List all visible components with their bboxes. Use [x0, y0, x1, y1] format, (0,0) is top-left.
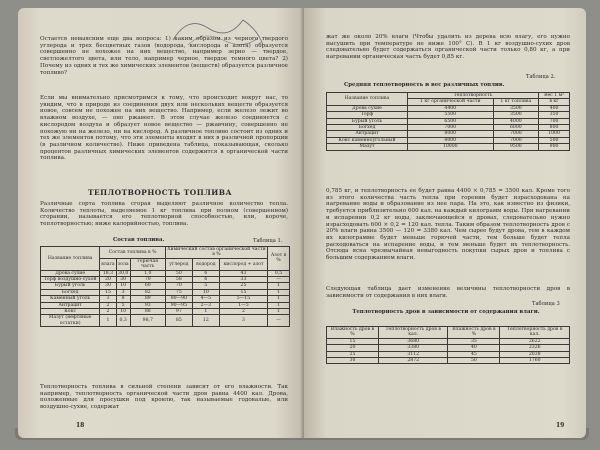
table-row: 15 3680 35 2622 [327, 338, 570, 344]
table3-header: Теплотворность дров в кал. [500, 327, 570, 339]
table1-caption: Состав топлива. [113, 237, 165, 243]
table2-subheader: 1 кг органической части [407, 99, 493, 105]
table-row: Богхед 7000 6000 800 [327, 125, 570, 131]
table1-header: Азот в % [268, 247, 290, 271]
right-page [304, 8, 586, 438]
table-row: Бурый уголь 30 10 60 70 5 25 1 [41, 283, 290, 289]
table1-subheader: горючая часть [130, 258, 165, 270]
table2-number: Таблица 2. [526, 74, 556, 80]
heading-paragraph: Различные сорта топлива сгорая выделяют различное количество тепла. Количество теплоты, выделяемое 1 кг топлива при полном (совершенном) сгорании, называется его теплотворной способностью, или, короче, теплотворностью; ниже калорийностью, топлива. [40, 201, 288, 228]
table-row: Дрова сухие 4400 3500 400 [327, 105, 570, 111]
next-paragraph: Следующая таблица дает изменение величины теплотворности дров в зависимости от содержания в них влаги. [326, 286, 570, 299]
table-row: Каменный уголь 3 8 89 80—90 4—5 5—15 1 [41, 296, 290, 302]
table1-subheader: влага [100, 258, 116, 270]
section-heading: ТЕПЛОТВОРНОСТЬ ТОПЛИВА [88, 188, 233, 197]
table2-header: Вес 1 м³ [539, 93, 570, 99]
second-paragraph: Если мы внимательно присмотримся к тому, что происходит вокруг нас, то увидим, что в природе из соединения двух или нескольких веществ образуется новое, совсем не похожее на них вещество. Например, если железо лежит во влажном воздухе, — оно ржавеет. В этом случае железо соединяется с кислородом воздуха и образует новое вещество — ржавчину, совершенно не похожую ни на железо, ни на кислород. А различное топливо состоит из одних и тех же элементов потому, что эти элементы входят в них в различной пропорции (в различном количестве). Ниже приведена таблица, показывающая, сколько процентов различных химических элементов содержится в органической части топлива. [40, 95, 288, 162]
table-row: Бурый уголь 6500 4000 700 [327, 118, 570, 124]
table1-header: Химический состав органической части в % [167, 247, 266, 258]
table3-number: Таблица 3 [532, 301, 560, 307]
table-row: Мазут (нефтяные остатки) 1 0,3 98,7 85 12 3 — [41, 315, 290, 327]
table2-subheader: в кг [539, 99, 570, 105]
table1-header: Название топлива [41, 247, 100, 271]
table-row: 30 2872 50 1760 [327, 358, 570, 364]
table3-header: Влажность дров в % [327, 327, 379, 339]
open-book [18, 8, 586, 438]
table3-header: Влажность дров в % [448, 327, 500, 339]
table-row: Антрацит 8000 7000 1000 [327, 131, 570, 137]
table3-caption: Теплотворность дров в зависимости от содержания влаги. [352, 309, 540, 315]
moisture-table [326, 326, 570, 364]
page-number-right: 19 [556, 422, 565, 429]
table-row: 20 3380 40 2326 [327, 345, 570, 351]
table2-header: Теплотворность [407, 93, 538, 99]
table-row: Богхед 15 3 82 75 10 15 1 [41, 289, 290, 295]
table1-number: Таблица 1. [253, 238, 283, 244]
table-row: 25 3112 45 2038 [327, 351, 570, 357]
middle-paragraph: 0,785 кг, и теплотворность ее будет равна 4400 × 0,785 = 3500 кал. Кроме того из этого количества часть тепла при горении будет израсходована на нагревание воды и образование из нее пара. На это, как известно из физики, требуется приблизительно 600 кал. на каждый килограмм воды. При нагревании и испарении 0,2 кг воды, заключающейся в дровах, следовательно нужно израсходовать 600 × 0,2 = 120 кал. тепла. Таким образом теплотворность дров с 20% влаги равна 3500 — 120 = 3380 кал. Чем сырее будут дрова, тем в каждом их килограмме будет меньше горючей части, тем больше будет тепла расходоваться на испарение воды, и тем меньше будет их теплотворность. Отсюда ясна чрезвычайная невыгодность покупки сырых дров и топлива с большим содержанием влаги. [326, 188, 570, 262]
table1-header: Состав топлива в % [100, 247, 166, 259]
table1-subheader: водород [192, 258, 219, 270]
top-paragraph: жат же около 20% влаги (Чтобы удалить из дерева всю влагу, его нужно высушить при температуре не ниже 100° С). В 1 кг воздушно-сухих дров следовательно будет содержаться органической части только 0,80 кг, а при нагревании органическая часть будет 0,85 кг. [326, 34, 570, 61]
intro-paragraph: Остается невыясним еще два вопроса: 1) каким образом из черного твердого углерода и трех бесцветных газов (водорода, кислорода и азота) образуется совершенно не похожее на них вещество, например зерно — твердое, светложелтого цвета, или тело, например черное, твердое темного цвета? 2) Почему из одних и тех же химических элементов (веществ) образуется различное топливо? [40, 36, 288, 76]
composition-table [40, 246, 290, 327]
page-number-left: 18 [76, 422, 85, 429]
table-row: Торф воздушно-сухой 20 30 70 58 6 33 — [41, 277, 290, 283]
bottom-paragraph: Теплотворность топлива в сильной степени зависит от его влажности. Так например, теплотворность органической части дров равна 4400 кал. Дрова, положенные для просушки под кровлю, так называемые годовалые, или воздушно-сухие, содержат [40, 384, 288, 411]
left-page [18, 8, 304, 438]
table2-subheader: 1 кг топлива [493, 99, 539, 105]
table2-caption: Средняя теплотворность и вес различных топлив. [344, 82, 505, 88]
table1-subheader: углерод [165, 258, 192, 270]
calorific-table [326, 92, 570, 151]
table-row: Мазут 10000 9500 900 [327, 144, 570, 150]
table-row: Торф 5500 3500 350 [327, 112, 570, 118]
table-row: Кокс 2 10 88 97 1 2 1 [41, 309, 290, 315]
table-row: Дрова сухие 18,3 30,0 1,0 50 6 43 0,5 [41, 270, 290, 276]
table-row: Кокс каменноугольный 8000 7000 500 [327, 137, 570, 143]
table1-subheader: зола [116, 258, 130, 270]
table2-header: Название топлива [327, 93, 408, 106]
table1-subheader: кислород + азот [219, 258, 267, 270]
table3-header: Теплотворность дров в кал. [378, 327, 448, 339]
table-row: Антрацит 2 5 93 90—95 2—3 1—5 1 [41, 302, 290, 308]
